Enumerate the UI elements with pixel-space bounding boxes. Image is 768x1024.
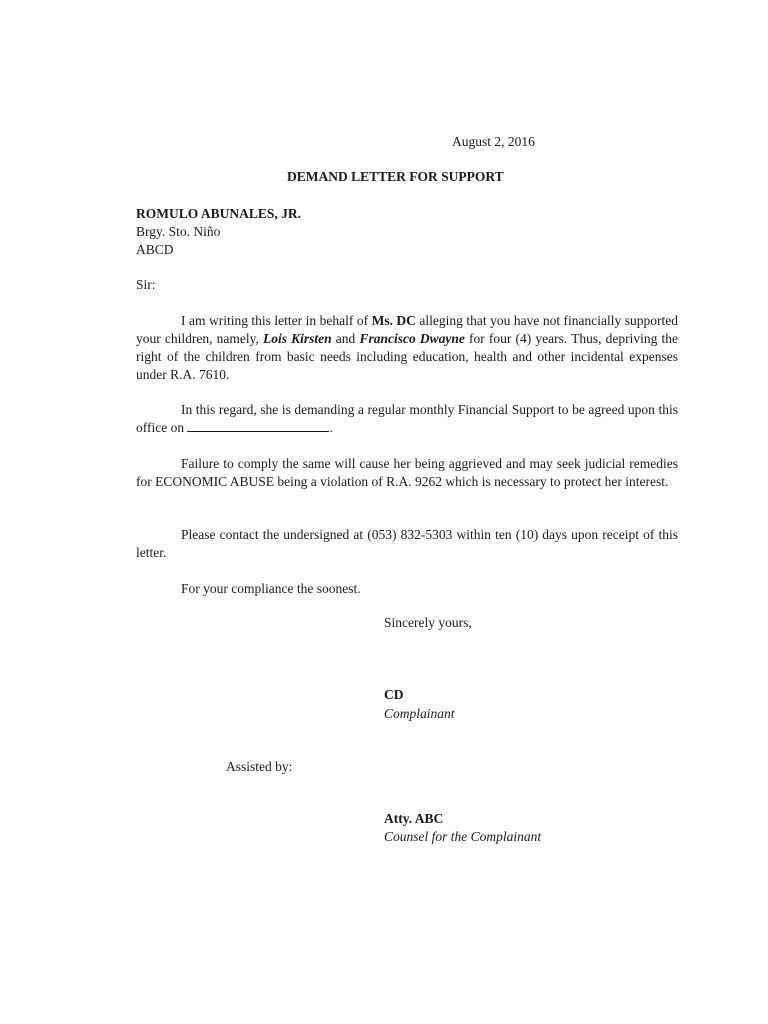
letter-title: DEMAND LETTER FOR SUPPORT xyxy=(287,169,504,184)
child-name-2: Francisco Dwayne xyxy=(359,331,465,346)
letter-date: August 2, 2016 xyxy=(452,134,535,149)
recipient-name: ROMULO ABUNALES, JR. xyxy=(136,206,302,221)
recipient-address-line2: ABCD xyxy=(136,242,174,257)
assisted-by-label: Assisted by: xyxy=(226,759,293,774)
client-name: Ms. DC xyxy=(371,313,416,328)
closing: Sincerely yours, xyxy=(384,615,472,630)
paragraph-4: Please contact the undersigned at (053) 832-5303 within ten (10) days upon receipt of this letter. xyxy=(136,527,678,560)
child-name-1: Lois Kirsten xyxy=(263,331,332,346)
counsel-role: Counsel for the Complainant xyxy=(384,829,542,844)
recipient-address-line1: Brgy. Sto. Niño xyxy=(136,224,221,239)
paragraph-2: In this regard, she is demanding a regular monthly Financial Support to be agreed upon this office on . xyxy=(136,402,678,435)
counsel-name: Atty. ABC xyxy=(384,811,444,826)
complainant-role: Complainant xyxy=(384,706,455,721)
paragraph-3: Failure to comply the same will cause her being aggrieved and may seek judicial remedies for ECONOMIC ABUSE being a violation of R.A. 9262 which is necessary to protect her interest. xyxy=(136,456,678,489)
complainant-name: CD xyxy=(384,687,404,702)
salutation: Sir: xyxy=(136,277,156,292)
date-blank-line xyxy=(187,419,329,432)
paragraph-1: I am writing this letter in behalf of Ms. DC alleging that you have not financially supported your children, namely, Lois Kirsten and Francisco Dwayne for four (4) years. Thus, depriving the right of the children from basic needs including education, health and other incidental expenses under R.A. 7610. xyxy=(136,313,679,382)
paragraph-5: For your compliance the soonest. xyxy=(181,581,361,596)
